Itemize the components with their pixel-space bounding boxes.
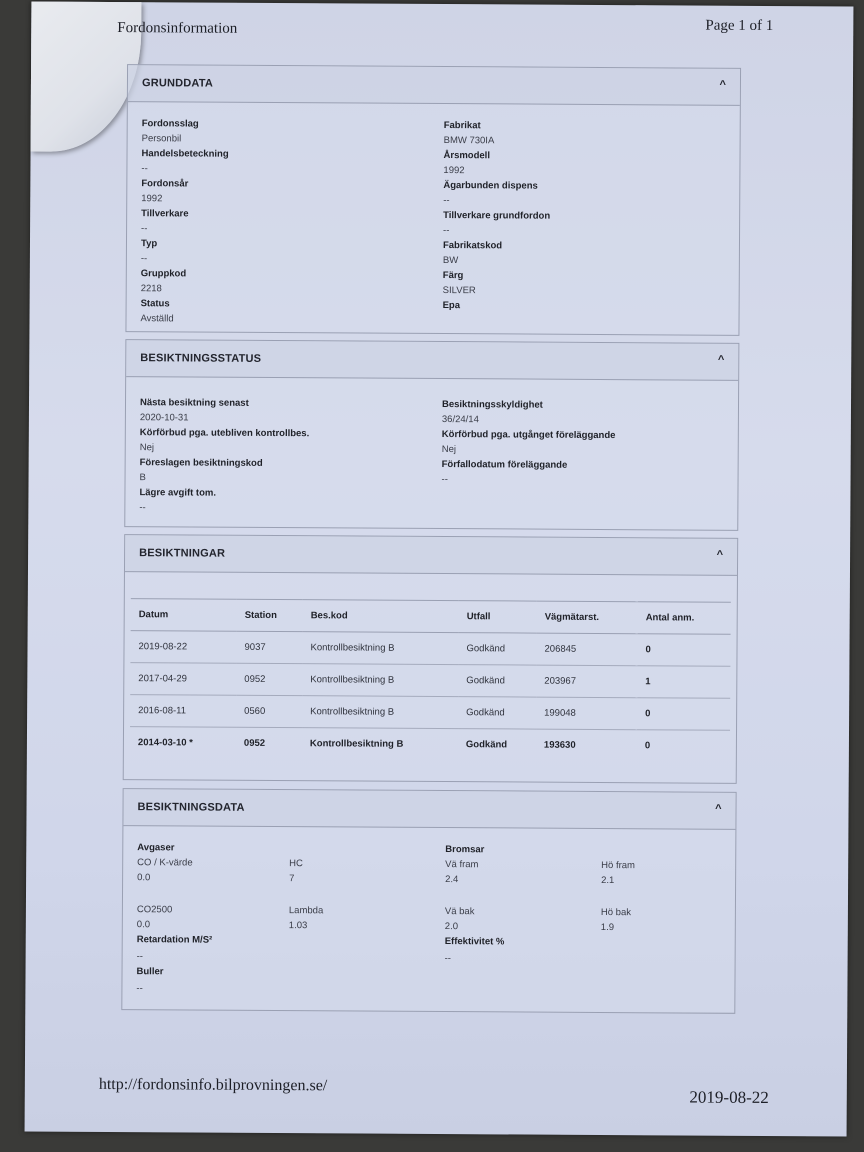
column-header: Vägmätarst. [537,601,638,634]
cell-result: Godkänd [458,665,536,697]
column-header: Datum [131,599,237,632]
cell-date: 2016-08-11 [130,695,236,728]
field-value: -- [443,225,450,237]
panel-besiktningsdata [121,788,736,1014]
field-label: Handelsbeteckning [141,148,229,160]
field-value: 1.03 [288,920,308,932]
panel-besiktningar [123,534,738,784]
cell-odometer: 193630 [543,739,576,751]
cell-remarks: 1 [637,666,730,699]
field-label: Körförbud pga. utebliven kontrollbes. [139,427,310,440]
avgaser-group [136,840,212,996]
panel-title: BESIKTNINGSDATA [137,801,245,814]
table-row [130,663,730,699]
field-value: -- [444,953,451,965]
field-value: -- [141,163,148,175]
field-label: Effektivitet % [444,936,505,948]
grunddata-left-column [140,116,228,327]
column-header: Bes.kod [303,600,459,633]
field-label: HC [289,858,303,870]
inspections-table [130,598,731,762]
field-value: BW [442,255,459,267]
field-value: 2.4 [445,874,459,886]
field-value: Nej [139,442,155,454]
cell-date: 2017-04-29 [130,663,236,696]
printed-page [25,1,854,1136]
field-label: Tillverkare grundfordon [443,210,551,222]
table-header-row [131,599,731,635]
field-value: SILVER [442,285,476,297]
field-label: Färg [442,270,464,282]
panel-title: GRUNDDATA [141,77,214,90]
field-value: 2218 [140,283,162,295]
cell-date: 2019-08-22 [130,631,236,664]
field-value: Personbil [141,133,182,145]
field-value: 0.0 [137,872,151,884]
field-label: Lambda [288,905,324,917]
page-indicator: Page 1 of 1 [705,17,774,35]
field-value: 1.9 [600,921,615,934]
field-label: CO2500 [136,904,173,916]
field-value: 7 [289,873,295,885]
table-row [130,631,730,667]
field-value: 2.0 [444,921,459,933]
field-label: Fordonsår [141,178,189,190]
field-label: Hö bak [600,906,632,919]
field-value: -- [443,195,450,207]
field-label: Fabrikat [443,120,481,132]
field-label: Retardation M/S² [136,934,213,946]
panel-header[interactable] [123,789,735,830]
field-label: Gruppkod [140,268,187,280]
chevron-up-icon[interactable]: ^ [715,802,722,815]
cell-station: 0952 [236,663,302,695]
field-value: -- [136,951,143,963]
footer-url: http://fordonsinfo.bilprovningen.se/ [98,1075,328,1095]
table-row [130,727,730,762]
avgaser-group-2 [289,856,324,933]
field-value: BMW 730IA [443,135,495,147]
field-label: Tillverkare [141,208,189,220]
cell-odometer: 199048 [536,697,637,730]
field-value: B [139,472,146,484]
column-header: Utfall [459,601,537,633]
field-value: -- [141,223,148,235]
field-label: Epa [442,300,461,312]
field-value: 1992 [141,193,163,205]
column-header: Station [237,599,303,631]
panel-title: BESIKTNINGAR [139,547,226,560]
field-label: Hö fram [601,859,636,872]
chevron-up-icon[interactable]: ^ [717,353,725,366]
cell-station: 9037 [236,631,302,663]
field-value: Nej [441,444,457,456]
field-value: 0.0 [136,919,151,931]
panel-header[interactable] [126,340,738,381]
chevron-up-icon[interactable]: ^ [716,548,724,561]
field-value: -- [139,502,146,514]
cell-result: Godkänd [465,739,508,751]
panel-title: BESIKTNINGSSTATUS [140,352,262,365]
field-value: -- [140,253,148,265]
field-label: Föreslagen besiktningskod [139,457,263,469]
cell-date: 2014-03-10 * [137,737,193,749]
cell-code: Kontrollbesiktning B [302,696,458,729]
cell-code: Kontrollbesiktning B [302,632,458,665]
field-label: Vä fram [445,859,479,871]
panel-header[interactable] [125,535,737,576]
status-right-column [442,397,616,488]
field-label: Nästa besiktning senast [139,397,249,409]
field-label: Fordonsslag [141,118,199,130]
field-value: 2.1 [601,874,615,887]
group-label: Avgaser [137,842,175,854]
field-label: Besiktningsskyldighet [441,399,543,411]
field-value: 2020-10-31 [139,412,189,424]
field-label: Årsmodell [443,150,491,162]
field-value: -- [136,983,143,995]
cell-remarks: 0 [637,698,730,731]
cell-code: Kontrollbesiktning B [302,664,458,697]
grunddata-right-column [443,118,551,314]
cell-code: Kontrollbesiktning B [309,738,404,750]
cell-remarks: 0 [644,740,651,752]
bromsar-group [445,842,505,966]
cell-station: 0952 [243,737,266,749]
cell-result: Godkänd [458,697,536,729]
panel-grunddata [125,64,741,336]
footer-date: 2019-08-22 [689,1087,769,1108]
field-label: Status [140,298,170,310]
field-label: Körförbud pga. utgånget föreläggande [441,429,616,442]
cell-station: 0560 [236,695,302,727]
field-label: Fabrikatskod [442,240,503,252]
cell-remarks: 0 [637,634,730,667]
field-label: Buller [136,966,164,978]
field-value: 1992 [443,165,465,177]
panel-header[interactable] [128,65,740,106]
field-value: 36/24/14 [441,414,479,426]
table-row [130,695,730,731]
cell-odometer: 203967 [536,665,637,698]
field-value: -- [441,474,448,486]
status-left-column [139,395,309,516]
field-label: Lägre avgift tom. [139,487,217,499]
field-label: Förfallodatum föreläggande [441,459,568,471]
cell-result: Godkänd [458,633,536,665]
column-header: Antal anm. [638,602,731,635]
chevron-up-icon[interactable]: ^ [719,78,727,91]
field-label: CO / K-värde [137,857,193,869]
field-label: Ägarbunden dispens [443,180,538,192]
field-label: Vä bak [444,906,475,918]
group-label: Bromsar [445,844,485,856]
cell-odometer: 206845 [536,633,637,666]
field-label: Typ [140,238,158,250]
document-title: Fordonsinformation [117,20,238,37]
panel-besiktningsstatus [124,339,739,531]
bromsar-group-2 [601,858,635,935]
field-value: Avställd [140,313,174,325]
